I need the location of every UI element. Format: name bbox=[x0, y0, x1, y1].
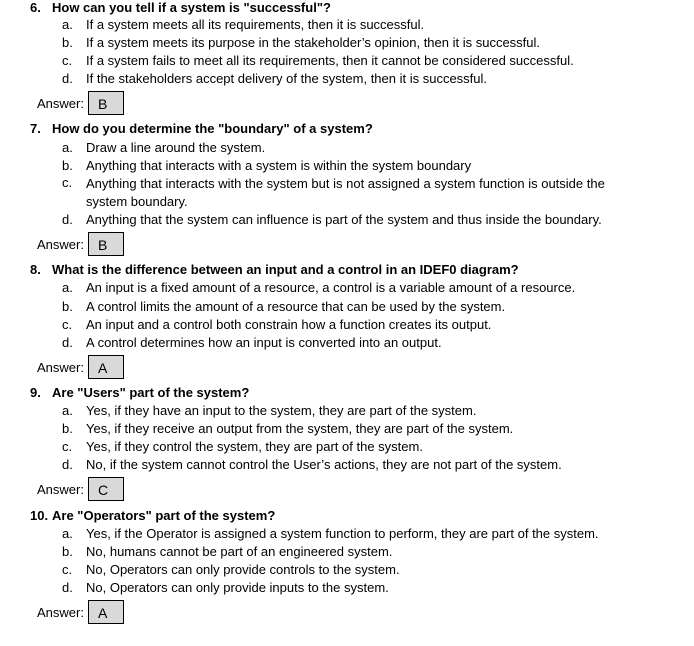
option-text: No, Operators can only provide controls to the system. bbox=[86, 562, 400, 577]
answer-label: Answer: bbox=[37, 481, 84, 497]
option-text: No, Operators can only provide inputs to the system. bbox=[86, 580, 389, 595]
option-text: Yes, if they control the system, they are part of the system. bbox=[86, 439, 423, 454]
question-10-option-d bbox=[62, 580, 389, 595]
option-text: A control limits the amount of a resource that can be used by the system. bbox=[86, 299, 506, 314]
question-7-title bbox=[30, 121, 373, 136]
question-number: 8. bbox=[30, 262, 41, 277]
option-text: Yes, if they have an input to the system, they are part of the system. bbox=[86, 403, 477, 418]
option-letter: a. bbox=[62, 140, 73, 155]
question-7-option-a bbox=[62, 140, 265, 155]
option-text: If a system meets its purpose in the stakeholder’s opinion, then it is successful. bbox=[86, 35, 541, 50]
question-10-answer bbox=[37, 600, 124, 624]
option-letter: d. bbox=[62, 212, 73, 227]
option-letter: b. bbox=[62, 421, 73, 436]
question-8-option-c bbox=[62, 317, 491, 332]
option-letter: a. bbox=[62, 17, 73, 32]
question-7-option-c bbox=[62, 175, 642, 211]
question-number: 7. bbox=[30, 121, 41, 136]
option-letter: d. bbox=[62, 71, 73, 86]
question-7-answer bbox=[37, 232, 124, 256]
question-number: 9. bbox=[30, 385, 41, 400]
question-10-option-c bbox=[62, 562, 400, 577]
answer-label: Answer: bbox=[37, 95, 84, 111]
option-text: Yes, if the Operator is assigned a system function to perform, they are part of the system. bbox=[86, 526, 599, 541]
question-9-option-d bbox=[62, 457, 562, 472]
question-8-option-a bbox=[62, 280, 575, 295]
option-letter: c. bbox=[62, 53, 73, 68]
question-6-option-b bbox=[62, 35, 540, 50]
option-letter: d. bbox=[62, 580, 73, 595]
answer-label: Answer: bbox=[37, 359, 84, 375]
question-10-title bbox=[30, 508, 275, 523]
option-letter: b. bbox=[62, 299, 73, 314]
question-6-option-c bbox=[62, 53, 574, 68]
option-text: Draw a line around the system. bbox=[86, 140, 266, 155]
answer-box[interactable]: A bbox=[88, 600, 124, 624]
question-text: Are "Users" part of the system? bbox=[52, 385, 250, 400]
option-text: Anything that interacts with a system is within the system boundary bbox=[86, 158, 472, 173]
question-9-option-b bbox=[62, 421, 513, 436]
question-text: How can you tell if a system is "successful"? bbox=[52, 0, 331, 15]
option-letter: a. bbox=[62, 280, 73, 295]
option-text: A control determines how an input is converted into an output. bbox=[86, 335, 442, 350]
question-9-answer bbox=[37, 477, 124, 501]
option-letter: d. bbox=[62, 335, 73, 350]
question-9-option-a bbox=[62, 403, 476, 418]
question-7-option-b bbox=[62, 158, 471, 173]
question-9-option-c bbox=[62, 439, 423, 454]
question-text: How do you determine the "boundary" of a system? bbox=[52, 121, 373, 136]
question-10-option-a bbox=[62, 526, 599, 541]
answer-label: Answer: bbox=[37, 236, 84, 252]
question-7-option-d bbox=[62, 212, 602, 227]
option-letter: c. bbox=[62, 317, 73, 332]
question-6-answer bbox=[37, 91, 124, 115]
question-text: What is the difference between an input and a control in an IDEF0 diagram? bbox=[52, 262, 519, 277]
answer-label: Answer: bbox=[37, 604, 84, 620]
answer-box[interactable]: B bbox=[88, 91, 124, 115]
question-9-title bbox=[30, 385, 249, 400]
option-text: No, if the system cannot control the User’s actions, they are not part of the system. bbox=[86, 457, 562, 472]
answer-box[interactable]: A bbox=[88, 355, 124, 379]
option-text: An input and a control both constrain how a function creates its output. bbox=[86, 317, 492, 332]
option-letter: c. bbox=[62, 562, 73, 577]
question-8-option-b bbox=[62, 299, 505, 314]
question-8-option-d bbox=[62, 335, 442, 350]
option-text: Anything that interacts with the system but is not assigned a system function is outside the system boundary. bbox=[86, 176, 605, 209]
option-letter: a. bbox=[62, 526, 73, 541]
question-text: Are "Operators" part of the system? bbox=[52, 508, 276, 523]
question-number: 10. bbox=[30, 508, 49, 523]
option-letter: b. bbox=[62, 544, 73, 559]
question-number: 6. bbox=[30, 0, 41, 15]
question-10-option-b bbox=[62, 544, 392, 559]
option-text: If the stakeholders accept delivery of the system, then it is successful. bbox=[86, 71, 488, 86]
option-text: If a system meets all its requirements, then it is successful. bbox=[86, 17, 425, 32]
option-text: No, humans cannot be part of an engineered system. bbox=[86, 544, 393, 559]
option-letter: b. bbox=[62, 158, 73, 173]
option-text: An input is a fixed amount of a resource, a control is a variable amount of a resource. bbox=[86, 280, 576, 295]
option-letter: d. bbox=[62, 457, 73, 472]
answer-box[interactable]: B bbox=[88, 232, 124, 256]
option-letter: c. bbox=[62, 175, 73, 190]
option-text: If a system fails to meet all its requirements, then it cannot be considered successful. bbox=[86, 53, 574, 68]
answer-box[interactable]: C bbox=[88, 477, 124, 501]
option-letter: c. bbox=[62, 439, 73, 454]
question-6-option-a bbox=[62, 17, 424, 32]
question-6-title bbox=[30, 0, 331, 15]
option-text: Anything that the system can influence is part of the system and thus inside the boundary. bbox=[86, 212, 602, 227]
option-letter: a. bbox=[62, 403, 73, 418]
option-text: Yes, if they receive an output from the system, they are part of the system. bbox=[86, 421, 514, 436]
option-letter: b. bbox=[62, 35, 73, 50]
question-8-answer bbox=[37, 355, 124, 379]
question-6-option-d bbox=[62, 71, 487, 86]
question-8-title bbox=[30, 262, 519, 277]
